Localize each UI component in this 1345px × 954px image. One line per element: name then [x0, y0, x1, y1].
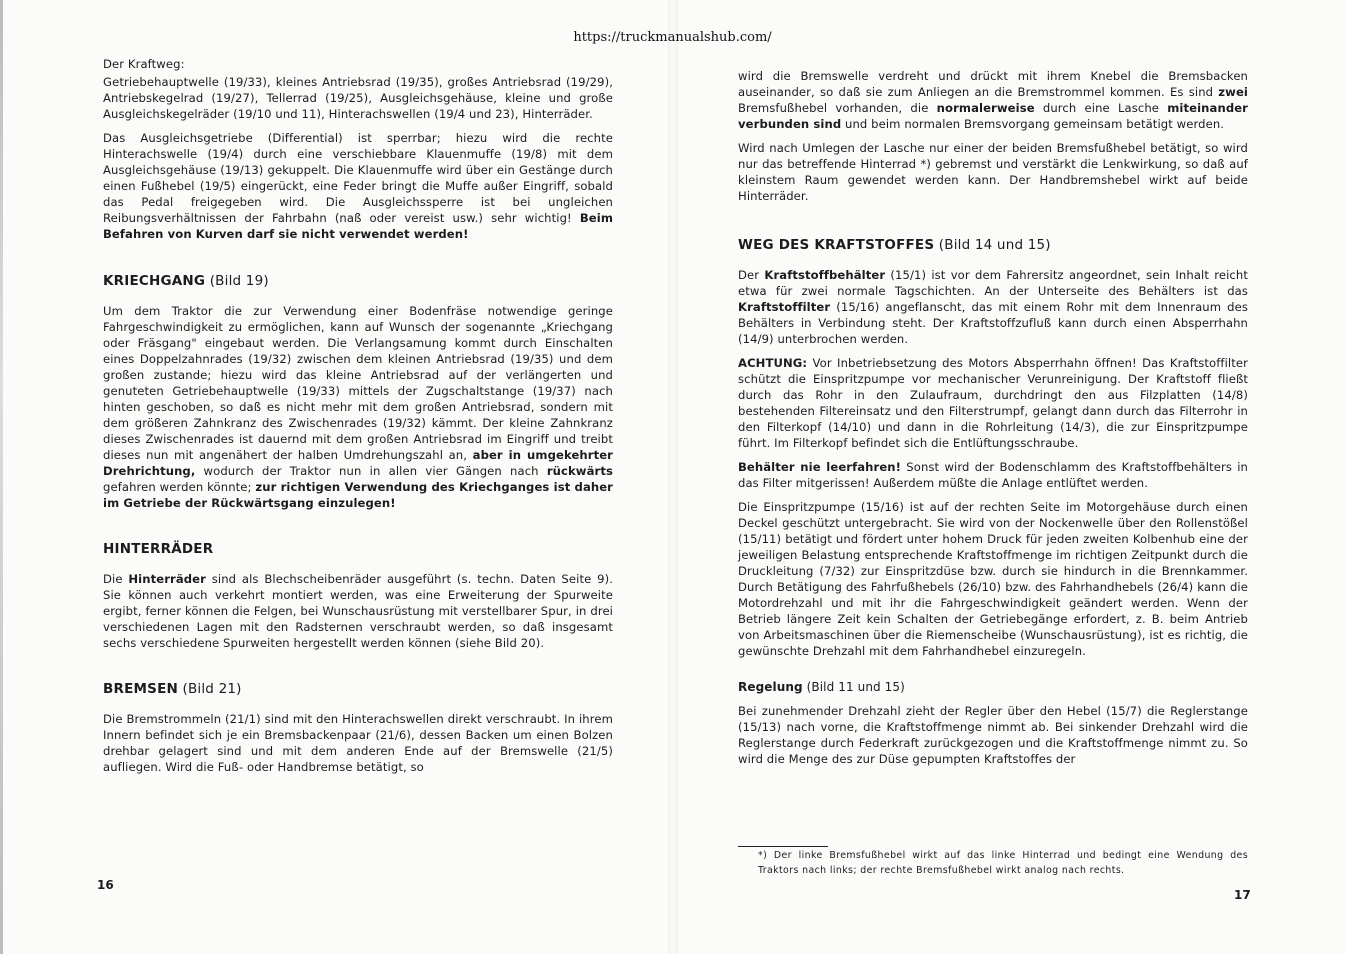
kriechgang-heading [103, 273, 613, 289]
brems-text-1: wird die Bremswelle verdreht und drückt mit ihrem Knebel die Bremsbacken auseinander, so daß sie zum Anliegen an die Bremstrommel kommen. Es sind [738, 69, 1248, 99]
regelung-figure-ref: (Bild 11 und 15) [802, 680, 905, 694]
page-number-left: 16 [97, 878, 114, 892]
kraftweg-paragraph: Getriebehauptwelle (19/33), kleines Antriebsrad (19/35), großes Antriebsrad (19/29), Antriebskegelrad (19/27), Tellerrad (19/25), Ausgleichsgehäuse, kleine und große Ausgleichskegelräder (19/10 und 11), Hinterachswellen (19/4 und 23), Hinterräder. [103, 75, 613, 121]
differential-paragraph [103, 130, 613, 242]
brems-text-3: durch eine Lasche [1034, 101, 1168, 115]
kriechgang-bold-3: zur richtigen Verwendung des Kriechganges ist daher im Getriebe der Rückwärtsgang einzulegen! [103, 480, 613, 510]
kraftstoff-text-2: (15/1) ist vor dem Fahrersitz angeordnet, sein Inhalt reicht etwa für zwei normale Tagschichten. An der Unterseite des Behälters ist das [738, 268, 1248, 298]
kriechgang-figure-ref: (Bild 19) [205, 273, 269, 289]
left-page-column [103, 56, 613, 783]
bremswelle-paragraph [738, 68, 1248, 132]
kriechgang-title: KRIECHGANG [103, 273, 206, 289]
brems-text-2: Bremsfußhebel vorhanden, die [738, 101, 937, 115]
book-gutter [668, 0, 678, 954]
footnote-rule [738, 846, 828, 847]
achtung-text: Vor Inbetriebsetzung des Motors Absperrhahn öffnen! Das Kraftstoffilter schützt die Einspritzpumpe vor mechanischer Verunreinigung. Der Kraftstoff fließt durch das Rohr in den Zulaufraum, durchdringt den aus Filzplatten (14/8) bestehenden Filtereinsatz und den Filterstrumpf, gelangt dann durch das Filterrohr in den Filterkopf (14/10) und dann in die Rohrleitung (14/3), die zur Einspritzpumpe führt. Im Filterkopf befindet sich die Entlüftungsschraube. [738, 356, 1248, 450]
kraftstoff-text-3: (15/16) angeflanscht, das mit einem Rohr mit dem Innenraum des Behälters in Verbindung steht. Der Kraftstoffzufluß kann durch einen Absperrhahn (14/9) unterbrochen werden. [738, 300, 1248, 346]
behaelter-text: Sonst wird der Bodenschlamm des Kraftstoffbehälters in das Filter mitgerissen! Außerdem müßte die Anlage entlüftet werden. [738, 460, 1248, 490]
differential-warning: Beim Befahren von Kurven darf sie nicht verwendet werden! [103, 211, 613, 241]
kriechgang-bold-2: rückwärts [546, 464, 613, 478]
hinterraeder-bold: Hinterräder [128, 572, 206, 586]
hinterraeder-paragraph [103, 571, 613, 651]
hinterraeder-text-2: sind als Blechscheibenräder ausgeführt (s. techn. Daten Seite 9). Sie können auch verkehrt montiert werden, was eine Erweiterung der Spurweite ergibt, ferner können die Felgen, bei Wunschausrüstung mit verstellbarer Spur, in drei verschiedenen Lagen mit den Radsternen verschraubt werden, so daß insgesamt sechs verschiedene Spurweiten hergestellt werden können (siehe Bild 20). [103, 572, 613, 650]
kraftstoff-bold-1: Kraftstoffbehälter [764, 268, 886, 282]
kraftstoff-title: WEG DES KRAFTSTOFFES [738, 237, 935, 253]
hinterraeder-text-1: Die [103, 572, 129, 586]
footnote: *) Der linke Bremsfußhebel wirkt auf das linke Hinterrad und bedingt eine Wendung des Traktors nach links; der rechte Bremsfußhebel wirkt analog nach rechts. [758, 850, 1248, 876]
bremsen-figure-ref: (Bild 21) [177, 681, 242, 697]
kriechgang-text-3: gefahren werden könnte; [103, 480, 256, 494]
achtung-paragraph [738, 355, 1248, 451]
achtung-label: ACHTUNG: [738, 356, 808, 370]
right-page-column [738, 68, 1248, 775]
source-url: https://truckmanualshub.com/ [573, 30, 772, 45]
brems-text-4: und beim normalen Bremsvorgang gemeinsam betätigt werden. [841, 117, 1225, 131]
hinterraeder-heading: HINTERRÄDER [103, 541, 214, 557]
differential-text: Das Ausgleichsgetriebe (Differential) ist sperrbar; hiezu wird die rechte Hinterachswelle (19/4) durch eine verschiebbare Klauenmuffe (19/8) mit dem Ausgleichsgehäuse (19/13) gekuppelt. Die Klauenmuffe wird über ein Gestänge durch einen Fußhebel (19/5) eingerückt, eine Feder bringt die Muffe außer Eingriff, sobald das Pedal freigegeben wird. Die Ausgleichssperre ist bei ungleichen Reibungsverhältnissen der Fahrbahn (naß oder vereist usw.) sehr wichtig! [103, 131, 613, 225]
brems-bold-2: normalerweise [936, 101, 1035, 115]
kraftstoffbehaelter-paragraph [738, 267, 1248, 347]
kriechgang-text-1: Um dem Traktor die zur Verwendung einer Bodenfräse notwendige geringe Fahrgeschwindigkeit zu ermöglichen, kann auf Wunsch der sogenannte „Kriechgang oder Fräsgang" eingebaut werden. Die Verlangsamung kommt durch Einschalten eines Doppelzahnrades (19/32) zwischen dem kleinen Antriebsrad (19/35) und dem großen zustande; hiezu wird das kleine Antriebsrad auf der verlängerten und genuteten Getriebehauptwelle (19/33) mittels der Zugschaltstange (19/37) nach hinten geschoben, so daß es nicht mehr mit dem großen Antriebsrad, sondern mit dem größeren Zahnkranz des Zwischenrades (19/32) kämmt. Der kleine Zahnkranz dieses Zwischenrades ist dauernd mit dem großen Antriebsrad im Eingriff und treibt dieses nun mit angenähert der halben Umdrehungszahl an, [103, 304, 613, 462]
kraftstoff-heading [738, 237, 1248, 253]
page-edge-shadow [0, 0, 3, 954]
brems-bold-1: zwei [1218, 85, 1248, 99]
regelung-title: Regelung [738, 680, 803, 694]
einspritzpumpe-paragraph: Die Einspritzpumpe (15/16) ist auf der rechten Seite im Motorgehäuse durch einen Deckel geschützt untergebracht. Sie wird von der Nockenwelle über den Rollenstößel (15/11) betätigt und fördert unter hohem Druck für jeden zweiten Kolbenhub eine der jeweiligen Belastung entsprechende Kraftstoffmenge im richtigen Zeitpunkt durch die Druckleitung (7/32) zur Einspritzdüse bzw. durch sie hindurch in die Brennkammer. Durch Betätigung des Fahrfußhebels (26/10) bzw. des Fahrhandhebels (26/4) kann die Motordrehzahl und mit ihr die Fahrgeschwindigkeit geändert werden. Wenn der Betrieb längere Zeit kein Schalten der Getriebegänge erfordert, z. B. beim Antrieb von Arbeitsmaschinen über die Riemenscheibe (Wunschausrüstung), ist es richtig, die gewünschte Drehzahl mit dem Fahrhandhebel einzuregeln. [738, 500, 1248, 658]
behaelter-warning: Behälter nie leerfahren! [738, 460, 902, 474]
kriechgang-bold-1: aber in umgekehrter Drehrichtung, [103, 448, 614, 478]
kraftweg-heading: Der Kraftweg: [103, 57, 185, 71]
kraftstoff-figure-ref: (Bild 14 und 15) [934, 237, 1051, 253]
kraftstoff-bold-2: Kraftstoffilter [738, 300, 831, 314]
bremsen-heading [103, 681, 613, 697]
behaelter-paragraph [738, 459, 1248, 491]
bremsen-title: BREMSEN [103, 681, 178, 697]
kriechgang-text-2: wodurch der Traktor nun in allen vier Gängen nach [195, 464, 547, 478]
lasche-paragraph: Wird nach Umlegen der Lasche nur einer der beiden Bremsfußhebel betätigt, so wird nur das betreffende Hinterrad *) gebremst und verstärkt die Lenkwirkung, so daß auf kleinstem Raum gewendet werden kann. Der Handbremshebel wirkt auf beide Hinterräder. [738, 141, 1248, 203]
regelung-paragraph: Bei zunehmender Drehzahl zieht der Regler über den Hebel (15/7) die Reglerstange (15/13) nach vorne, die Kraftstoffmenge nimmt ab. Bei sinkender Drehzahl wird die Reglerstange durch Federkraft zurückgezogen und die Kraftstoffmenge nimmt zu. So wird die Menge des zur Düse gepumpten Kraftstoffes der [738, 704, 1248, 766]
page-number-right: 17 [1234, 888, 1251, 902]
bremsen-paragraph: Die Bremstrommeln (21/1) sind mit den Hinterachswellen direkt verschraubt. In ihrem Innern befindet sich je ein Bremsbackenpaar (21/6), dessen Backen um einen Bolzen drehbar gelagert sind und mit dem anderen Ende auf der Bremswelle (21/5) aufliegen. Wird die Fuß- oder Handbremse betätigt, so [103, 712, 613, 774]
kriechgang-paragraph [103, 303, 613, 511]
brems-bold-3: miteinander verbunden sind [738, 101, 1248, 131]
kraftstoff-text-1: Der [738, 268, 765, 282]
regelung-heading [738, 679, 1248, 695]
